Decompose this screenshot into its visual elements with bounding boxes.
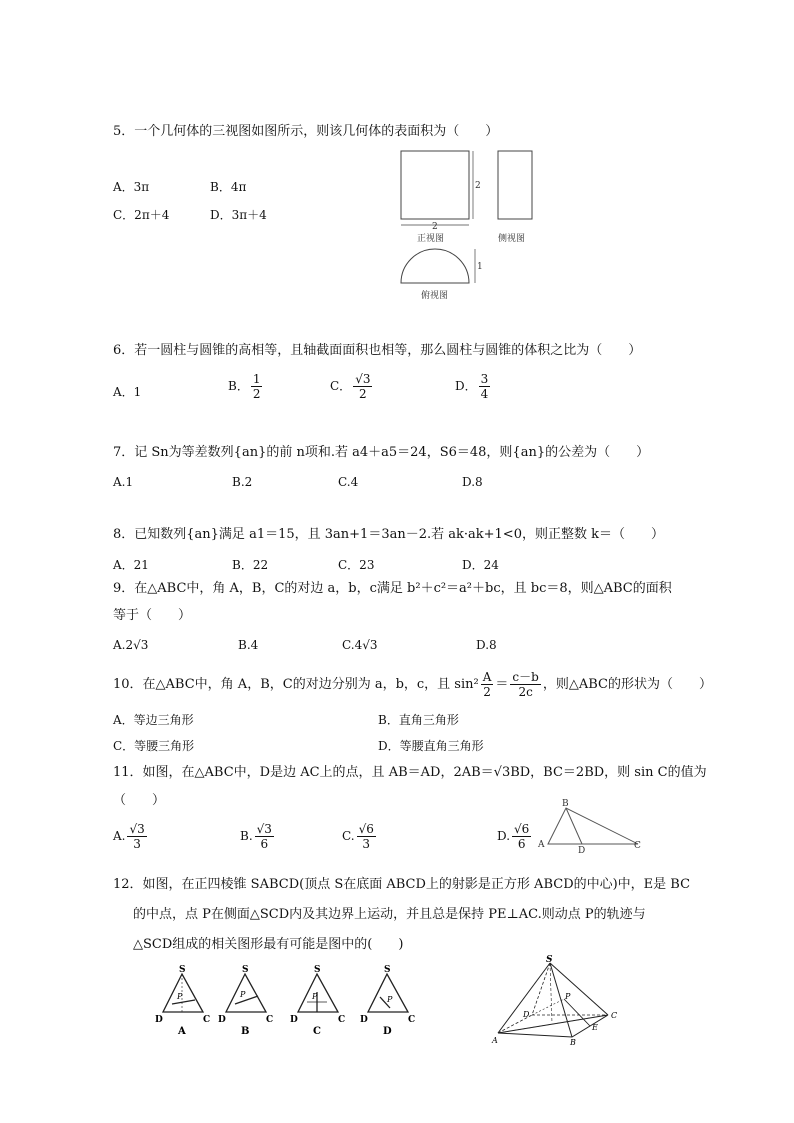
- q6-c-den: 2: [359, 387, 367, 401]
- q12-choice-a-figure: [155, 964, 210, 1036]
- q12-choice-b-figure: [218, 964, 273, 1036]
- q10-stem: [113, 670, 712, 699]
- q11-stem-line2: （ ）: [113, 793, 166, 808]
- q8-option-b: B．22: [232, 558, 269, 572]
- front-view-square: [401, 151, 469, 219]
- q10-frac1-den: 2: [483, 685, 491, 699]
- q11-a-num: √3: [129, 822, 145, 836]
- q6-option-b-label: B．: [228, 379, 249, 393]
- q6-option-c-label: C．: [330, 379, 352, 393]
- q11-option-a: [113, 822, 149, 851]
- q11-d-num: √6: [514, 822, 530, 836]
- q12-a-d: D: [155, 1015, 163, 1025]
- q12-d-s: S: [384, 965, 391, 975]
- q12-choice-c-figure: [290, 964, 345, 1036]
- q12-d-c: C: [408, 1015, 416, 1025]
- q12-b-label: B: [241, 1026, 250, 1037]
- q7-option-b: B.2: [232, 475, 253, 489]
- q12-b-p: P: [240, 990, 246, 999]
- q12-c-c: C: [338, 1015, 346, 1025]
- q11-a-den: 3: [133, 837, 141, 851]
- q12-c-d: D: [290, 1015, 298, 1025]
- q6-b-num: 1: [252, 372, 261, 386]
- q10-frac2-num: c－b: [512, 670, 539, 684]
- q6-option-c: [330, 372, 374, 401]
- q7-option-a: A.1: [113, 475, 134, 489]
- top-dim-label: 1: [477, 262, 483, 272]
- q7-stem: 7．记 Sn为等差数列{an}的前 n项和.若 a4＋a5＝24，S6＝48，则{an}的公差为（ ）: [113, 445, 650, 460]
- q11-option-c: [342, 822, 378, 851]
- q12-d-label: D: [383, 1026, 392, 1037]
- q12-pyr-d: D: [523, 1010, 530, 1019]
- side-view-caption: 侧视图: [498, 234, 526, 244]
- q11-triangle-figure: [538, 798, 648, 856]
- q8-stem: 8．已知数列{an}满足 a1＝15，且 3an+1＝3an－2.若 ak·ak+1<0，则正整数 k＝（ ）: [113, 527, 664, 542]
- q6-d-num: 3: [480, 372, 489, 386]
- q11-b-num: √3: [256, 822, 272, 836]
- q10-frac2-den: 2c: [518, 685, 533, 699]
- q11-label-b: B: [562, 799, 569, 809]
- q12-pyr-b: B: [570, 1038, 576, 1047]
- q12-b-c: C: [266, 1015, 274, 1025]
- q9-option-b: B.4: [238, 638, 259, 652]
- q12-choice-d-figure: [360, 964, 415, 1036]
- q10-option-d: D．等腰直角三角形: [378, 739, 484, 753]
- q12-c-p: P: [312, 992, 318, 1001]
- q12-pyr-e: E: [592, 1023, 598, 1032]
- front-height-label: 2: [475, 181, 481, 191]
- q12-b-d: D: [218, 1015, 226, 1025]
- q6-option-d-label: D．: [455, 379, 477, 393]
- q12-pyramid-figure: [492, 955, 622, 1045]
- q11-label-d: D: [578, 846, 586, 856]
- q10-stem-post: ，则△ABC的形状为（ ）: [542, 677, 712, 692]
- q12-pyr-s: S: [546, 955, 553, 965]
- q5-option-c: C．2π＋4: [113, 208, 170, 222]
- top-view-caption: 俯视图: [421, 291, 449, 301]
- q11-c-den: 3: [362, 837, 371, 851]
- q7-option-c: C.4: [338, 475, 359, 489]
- q7-option-d: D.8: [462, 475, 483, 489]
- q11-option-b-label: B.: [240, 829, 253, 843]
- q12-pyr-p: P: [565, 992, 571, 1001]
- q6-d-den: 4: [480, 387, 489, 401]
- q11-b-den: 6: [260, 837, 269, 851]
- q5-option-a: A．3π: [113, 180, 150, 194]
- q11-label-a: A: [538, 840, 545, 850]
- q11-stem-line1: 11．如图，在△ABC中，D是边 AC上的点，且 AB＝AD，2AB＝√3BD，BC＝2BD，则 sin C的值为: [113, 765, 707, 780]
- q12-c-s: S: [314, 965, 321, 975]
- front-width-label: 2: [432, 222, 438, 232]
- q9-stem-line2: 等于（ ）: [113, 608, 192, 623]
- q12-pyr-a: A: [492, 1036, 498, 1045]
- q6-b-den: 2: [252, 387, 261, 401]
- q9-option-d: D.8: [476, 638, 497, 652]
- q5-option-d: D．3π＋4: [210, 208, 267, 222]
- q12-b-s: S: [242, 965, 249, 975]
- q5-three-view-figure: [395, 145, 545, 305]
- q12-a-p: P: [177, 992, 183, 1001]
- q11-option-d: [497, 822, 533, 851]
- q9-option-a: A.2√3: [113, 638, 149, 652]
- q6-c-num: √3: [355, 372, 371, 386]
- q12-a-s: S: [179, 965, 186, 975]
- q8-option-c: C．23: [338, 558, 375, 572]
- q10-option-c: C．等腰三角形: [113, 739, 195, 753]
- q8-option-d: D．24: [462, 558, 499, 572]
- q12-d-p: P: [387, 995, 393, 1004]
- q12-a-label: A: [178, 1026, 186, 1037]
- q11-d-den: 6: [517, 837, 526, 851]
- q11-c-num: √6: [358, 822, 374, 836]
- q6-option-b: [228, 372, 264, 401]
- q6-stem: 6．若一圆柱与圆锥的高相等，且轴截面面积也相等，那么圆柱与圆锥的体积之比为（ ）: [113, 343, 642, 358]
- q9-stem-line1: 9．在△ABC中，角 A，B，C的对边 a，b，c满足 b²＋c²＝a²＋bc，且 bc＝8，则△ABC的面积: [113, 581, 672, 596]
- q10-option-b: B．直角三角形: [378, 713, 459, 727]
- top-view-semicircle: [401, 249, 469, 283]
- q6-option-a: A．1: [113, 385, 142, 399]
- q12-stem-line2: 的中点，点 P在侧面△SCD内及其边界上运动，并且总是保持 PE⊥AC.则动点 P的轨迹与: [133, 907, 646, 922]
- q12-c-label: C: [313, 1026, 321, 1037]
- q10-equals: ＝: [495, 677, 509, 692]
- q6-option-d: [455, 372, 492, 401]
- front-view-caption: 正视图: [417, 234, 445, 244]
- q12-a-c: C: [203, 1015, 211, 1025]
- q5-option-b: B．4π: [210, 180, 247, 194]
- q11-option-d-label: D.: [497, 829, 511, 843]
- side-view-rect: [498, 151, 532, 219]
- q10-frac1-num: A: [482, 670, 492, 684]
- q11-option-a-label: A.: [113, 829, 126, 843]
- q10-option-a: A．等边三角形: [113, 713, 194, 727]
- q11-label-c: C: [634, 841, 641, 851]
- q5-stem: 5．一个几何体的三视图如图所示，则该几何体的表面积为（ ）: [113, 124, 499, 139]
- q9-option-c: C.4√3: [342, 638, 378, 652]
- q11-option-b: [240, 822, 276, 851]
- q12-pyr-c: C: [611, 1011, 618, 1020]
- q12-stem-line3: △SCD组成的相关图形最有可能是图中的( ): [133, 937, 404, 952]
- q10-stem-pre: 10．在△ABC中，角 A，B，C的对边分别为 a，b，c，且 sin²: [113, 677, 479, 692]
- q8-option-a: A．21: [113, 558, 149, 572]
- q12-d-d: D: [360, 1015, 368, 1025]
- q11-option-c-label: C.: [342, 829, 355, 843]
- q12-stem-line1: 12．如图，在正四棱锥 SABCD(顶点 S在底面 ABCD上的射影是正方形 ABCD的中心)中，E是 BC: [113, 877, 691, 892]
